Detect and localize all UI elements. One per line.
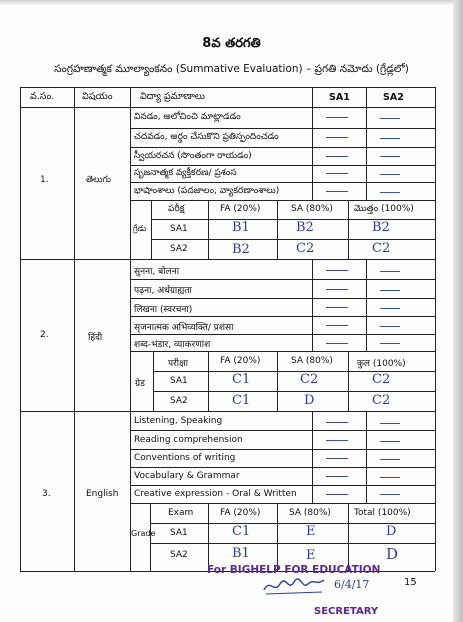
header-row-divider — [20, 107, 435, 108]
standard-item: Creative expression - Oral & Written — [134, 489, 297, 499]
blank-mark — [380, 118, 400, 119]
subject-number: 3. — [42, 489, 51, 499]
grade-header-exam: పరీక్ష — [168, 204, 185, 214]
header-sno: వ.సం. — [30, 91, 55, 102]
class-title: 8వ తరగతి — [202, 36, 261, 51]
grade-label-divider — [153, 351, 154, 411]
grade-row-divider — [153, 371, 435, 372]
row-divider — [130, 467, 435, 468]
header-subject: విషయం — [82, 91, 113, 102]
standard-item: సృజనాత్మక వ్యక్తీకరణ/ ప్రశంస — [134, 168, 237, 178]
scan-top-edge — [0, 0, 463, 6]
blank-mark — [380, 192, 400, 193]
standard-item: पढ़ना, अर्थग्राह्यता — [134, 286, 192, 296]
grade-col-divider — [348, 200, 349, 259]
blank-mark — [380, 138, 400, 139]
blank-mark — [326, 191, 348, 192]
grade-header-fa: FA (20%) — [220, 508, 261, 518]
blank-mark — [380, 290, 400, 291]
grade-fa-sa1: C1 — [232, 524, 251, 539]
blank-mark — [380, 174, 400, 175]
grade-fa-sa2: B2 — [232, 242, 250, 257]
sa2-column-divider — [366, 259, 367, 351]
grade-header-sa: SA (80%) — [291, 204, 333, 214]
blank-mark — [326, 270, 348, 271]
grade-sa-sa2: E — [306, 548, 316, 563]
grade-col-divider — [208, 200, 209, 259]
grade-col-divider — [277, 351, 278, 411]
grade-exam-sa1: SA1 — [170, 376, 188, 386]
grade-header-exam: Exam — [168, 508, 194, 518]
table-top-border — [20, 87, 435, 88]
blank-mark — [326, 343, 348, 344]
sa1-column-divider — [312, 411, 313, 503]
subject-number: 2. — [40, 330, 49, 340]
grade-header-total: Total (100%) — [354, 508, 411, 518]
standard-item: सुनना, बोलना — [134, 267, 180, 277]
subject-number: 1. — [40, 175, 49, 185]
blank-mark — [326, 494, 348, 495]
row-divider — [130, 351, 435, 352]
grade-fa-sa1: B1 — [232, 220, 250, 235]
grade-exam-sa2: SA2 — [170, 550, 188, 560]
blank-mark — [326, 289, 348, 290]
blank-mark — [380, 477, 400, 478]
header-sa2: SA2 — [383, 92, 404, 103]
scan-right-edge — [453, 0, 463, 622]
grade-header-fa: FA (20%) — [220, 356, 261, 366]
grade-total-sa1: C2 — [372, 372, 391, 387]
standard-item: Listening, Speaking — [134, 416, 223, 426]
grade-total-sa1: D — [386, 524, 397, 539]
blank-mark — [380, 326, 400, 327]
grade-header-exam: परीक्षा — [168, 359, 188, 369]
blank-mark — [380, 343, 400, 344]
sa2-column-divider — [366, 411, 367, 503]
grade-col-divider — [348, 503, 349, 571]
standard-item: Reading comprehension — [134, 435, 243, 445]
blank-mark — [380, 459, 400, 460]
signature-mark — [262, 574, 332, 598]
grade-fa-sa2: C1 — [232, 393, 251, 408]
row-divider — [130, 316, 435, 317]
standard-item: భాషాంశాలు (పదజాలం, వ్యాకరణాంశాలు) — [134, 186, 280, 196]
blank-mark — [326, 422, 348, 423]
grade-total-sa2: D — [386, 545, 399, 563]
header-sa2-divider — [366, 87, 367, 107]
sa1-column-divider — [312, 259, 313, 351]
grade-total-sa2: C2 — [372, 241, 391, 256]
grade-header-total: कुल (100%) — [357, 359, 406, 369]
grade-exam-sa1: SA1 — [170, 224, 188, 234]
grade-sa-sa1: B2 — [296, 220, 314, 235]
grade-total-sa1: B2 — [372, 220, 390, 235]
standard-item: लिखना (स्वरचना) — [134, 305, 193, 315]
grade-row-divider — [151, 239, 435, 240]
standard-item: शब्द-भंडार, व्याकरणांश — [134, 340, 211, 350]
grade-row-divider — [150, 543, 435, 544]
stamp-organisation: For BIGHELP FOR EDUCATION — [207, 564, 381, 576]
blank-mark — [326, 117, 348, 118]
blank-mark — [380, 441, 400, 442]
grade-col-divider — [277, 503, 278, 571]
table-right-border — [435, 87, 436, 571]
grade-sa-sa1: C2 — [300, 372, 319, 387]
grade-col-divider — [277, 200, 278, 259]
blank-mark — [326, 476, 348, 477]
grade-row-divider — [153, 391, 435, 392]
grade-sa-sa2: C2 — [296, 241, 315, 256]
standard-item: सृजनात्मक अभिव्यक्ति/ प्रशंसा — [134, 323, 234, 333]
blank-mark — [380, 308, 400, 309]
grade-exam-sa2: SA2 — [170, 244, 188, 254]
grade-exam-sa1: SA1 — [170, 528, 188, 538]
grade-label: గ్రేడు — [133, 224, 147, 233]
grade-header-fa: FA (20%) — [220, 204, 261, 214]
blank-mark — [326, 137, 348, 138]
subject-name: English — [86, 489, 119, 499]
blank-mark — [326, 325, 348, 326]
grade-col-divider — [348, 351, 349, 411]
grade-total-sa2: C2 — [372, 393, 391, 408]
sno-column-divider — [74, 87, 75, 571]
grade-label: Grade — [131, 529, 156, 538]
grade-header-total: మొత్తం (100%) — [354, 204, 414, 214]
blank-mark — [326, 173, 348, 174]
row-divider — [130, 147, 435, 148]
blank-mark — [380, 156, 400, 157]
row-divider — [130, 128, 435, 129]
grade-header-sa: SA (80%) — [289, 508, 331, 518]
row-divider — [130, 279, 435, 280]
grade-exam-sa2: SA2 — [170, 396, 188, 406]
row-divider — [130, 503, 435, 504]
header-sa1-divider — [312, 87, 313, 107]
blank-mark — [326, 458, 348, 459]
grade-sa-sa1: E — [306, 524, 316, 539]
subject-name: हिंदी — [88, 333, 103, 343]
grade-sa-sa2: D — [304, 393, 315, 408]
subject-name: తెలుగు — [86, 175, 111, 185]
standard-item: వినడం, అలోచించి మాట్లాడడం — [134, 112, 241, 122]
grade-label: ग्रेड — [135, 379, 145, 389]
blank-mark — [326, 440, 348, 441]
grade-col-divider — [208, 503, 209, 571]
page-number: 15 — [404, 577, 417, 588]
sa2-column-divider — [366, 107, 367, 200]
blank-mark — [326, 307, 348, 308]
row-divider — [130, 200, 435, 201]
row-divider — [130, 449, 435, 450]
blank-mark — [380, 271, 400, 272]
standard-item: స్వీయరచన (సొంతంగా రాయడం) — [134, 151, 252, 161]
stamp-secretary: SECRETARY — [314, 606, 379, 617]
evaluation-subtitle: సంగ్రహణాత్మక మూల్యాంకనం (Summative Evaluation) – ప్రగతి నమోదు (గ్రేడ్లలో) — [54, 63, 409, 75]
sa1-column-divider — [312, 107, 313, 200]
signature-date: 6/4/17 — [334, 578, 370, 591]
table-left-border — [20, 87, 21, 571]
grade-col-divider — [208, 351, 209, 411]
section-divider-1 — [20, 259, 435, 260]
blank-mark — [326, 156, 348, 157]
row-divider — [130, 334, 435, 335]
grade-row-divider — [151, 219, 435, 220]
row-divider — [130, 298, 435, 299]
blank-mark — [380, 423, 400, 424]
grade-label-divider — [151, 200, 152, 259]
standard-item: Conventions of writing — [134, 453, 236, 463]
subject-column-divider — [130, 87, 131, 571]
row-divider — [130, 182, 435, 183]
standard-item: Vocabulary & Grammar — [134, 471, 240, 481]
blank-mark — [380, 494, 400, 495]
header-standards: విద్యా ప్రమాణాలు — [140, 91, 205, 102]
grade-fa-sa2: B1 — [232, 546, 250, 561]
row-divider — [130, 165, 435, 166]
row-divider — [130, 485, 435, 486]
header-sa1: SA1 — [329, 92, 350, 103]
grade-fa-sa1: C1 — [232, 372, 251, 387]
grade-header-sa: SA (80%) — [291, 356, 333, 366]
standard-item: చదవడం, అర్థం చేసుకొని ప్రతిస్పందించడం — [134, 132, 279, 142]
row-divider — [130, 430, 435, 431]
section-divider-2 — [20, 411, 435, 412]
